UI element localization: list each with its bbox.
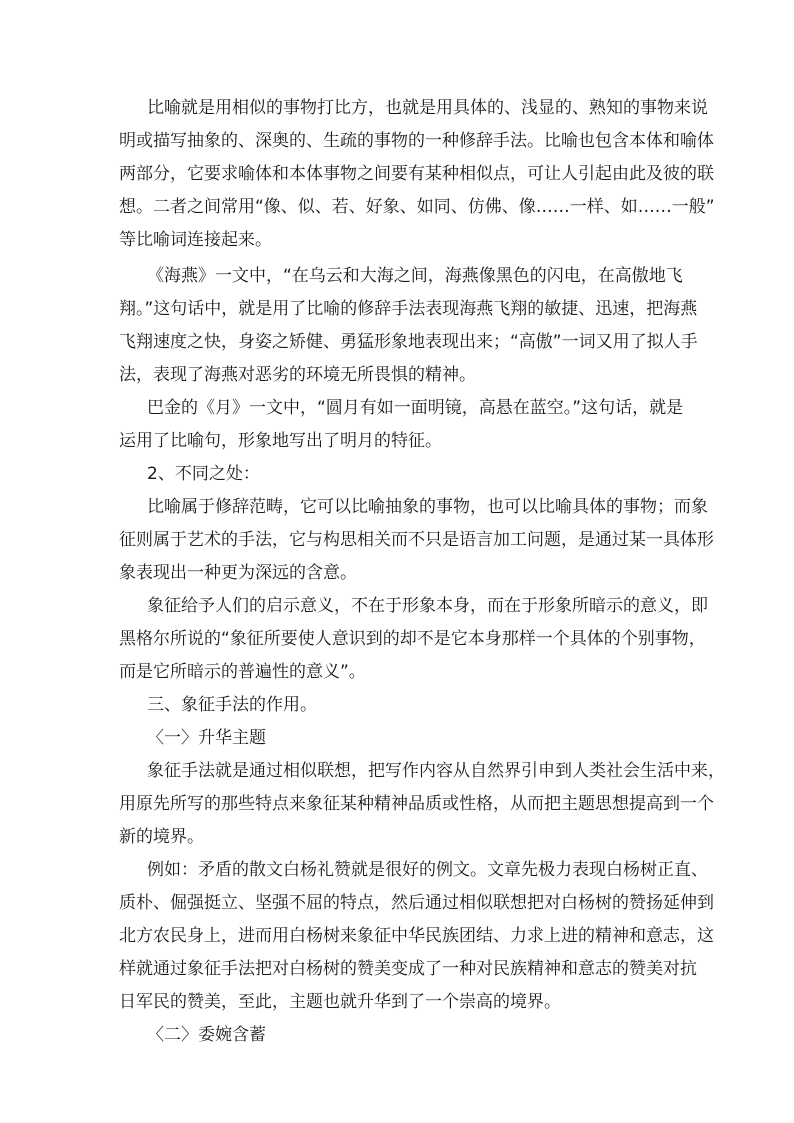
text-line: 想。二者之间常用“像、似、若、好象、如同、仿佛、像……一样、如……一般” — [119, 197, 715, 217]
text-line: 质朴、倔强挺立、坚强不屈的特点，然后通过相似联想把对白杨树的赞扬延伸到 — [119, 893, 714, 913]
text-line: 用原先所写的那些特点来象征某种精神品质或性格，从而把主题思想提高到一个 — [119, 794, 714, 814]
text-line: 样就通过象征手法把对白杨树的赞美变成了一种对民族精神和意志的赞美对抗 — [119, 959, 697, 979]
text-line: 征则属于艺术的手法，它与构思相关而不只是语言加工问题，是通过某一具体形 — [119, 530, 714, 550]
text-line: 等比喻词连接起来。 — [119, 230, 272, 250]
text-line: 新的境界。 — [119, 827, 204, 847]
text-line: 飞翔速度之快，身姿之矫健、勇猛形象地表现出来；“高傲”一词又用了拟人手 — [119, 332, 698, 352]
text-line: 而是它所暗示的普遍性的意义”。 — [119, 662, 366, 682]
text-line: 象征给予人们的启示意义，不在于形象本身，而在于形象所暗示的意义，即 — [147, 596, 708, 616]
text-line: 两部分，它要求喻体和本体事物之间要有某种相似点，可让人引起由此及彼的联 — [119, 164, 714, 184]
text-line: 运用了比喻句，形象地写出了明月的特征。 — [119, 431, 442, 451]
text-line: 巴金的《月》一文中，“圆月有如一面明镜，高悬在蓝空。”这句话，就是 — [147, 398, 684, 418]
text-line: 北方农民身上，进而用白杨树来象征中华民族团结、力求上进的精神和意志，这 — [119, 926, 714, 946]
text-line: 象表现出一种更为深远的含意。 — [119, 563, 357, 583]
subsection-heading: 〈二〉委婉含蓄 — [147, 1025, 266, 1045]
section-heading: 2、不同之处： — [147, 464, 260, 484]
text-line: 《海燕》一文中，“在乌云和大海之间，海燕像黑色的闪电，在高傲地飞 — [147, 266, 683, 286]
text-line: 例如：矛盾的散文白杨礼赞就是很好的例文。文章先极力表现白杨树正直、 — [147, 860, 708, 880]
text-line: 法，表现了海燕对恶劣的环境无所畏惧的精神。 — [119, 365, 476, 385]
text-line: 明或描写抽象的、深奥的、生疏的事物的一种修辞手法。比喻也包含本体和喻体 — [119, 131, 714, 151]
text-line: 象征手法就是通过相似联想，把写作内容从自然界引申到人类社会生活中来， — [147, 761, 725, 781]
document-body — [119, 92, 725, 1052]
text-line: 翔。”这句话中，就是用了比喻的修辞手法表现海燕飞翔的敏捷、迅速，把海燕 — [119, 299, 698, 319]
subsection-heading: 〈一〉升华主题 — [147, 728, 266, 748]
text-line: 比喻属于修辞范畴，它可以比喻抽象的事物，也可以比喻具体的事物；而象 — [147, 497, 708, 517]
section-heading: 三、象征手法的作用。 — [147, 695, 317, 715]
text-line: 黑格尔所说的“象征所要使人意识到的却不是它本身那样一个具体的个别事物， — [119, 629, 706, 649]
text-line: 日军民的赞美，至此，主题也就升华到了一个崇高的境界。 — [119, 992, 561, 1012]
text-line: 比喻就是用相似的事物打比方，也就是用具体的、浅显的、熟知的事物来说 — [147, 98, 708, 118]
